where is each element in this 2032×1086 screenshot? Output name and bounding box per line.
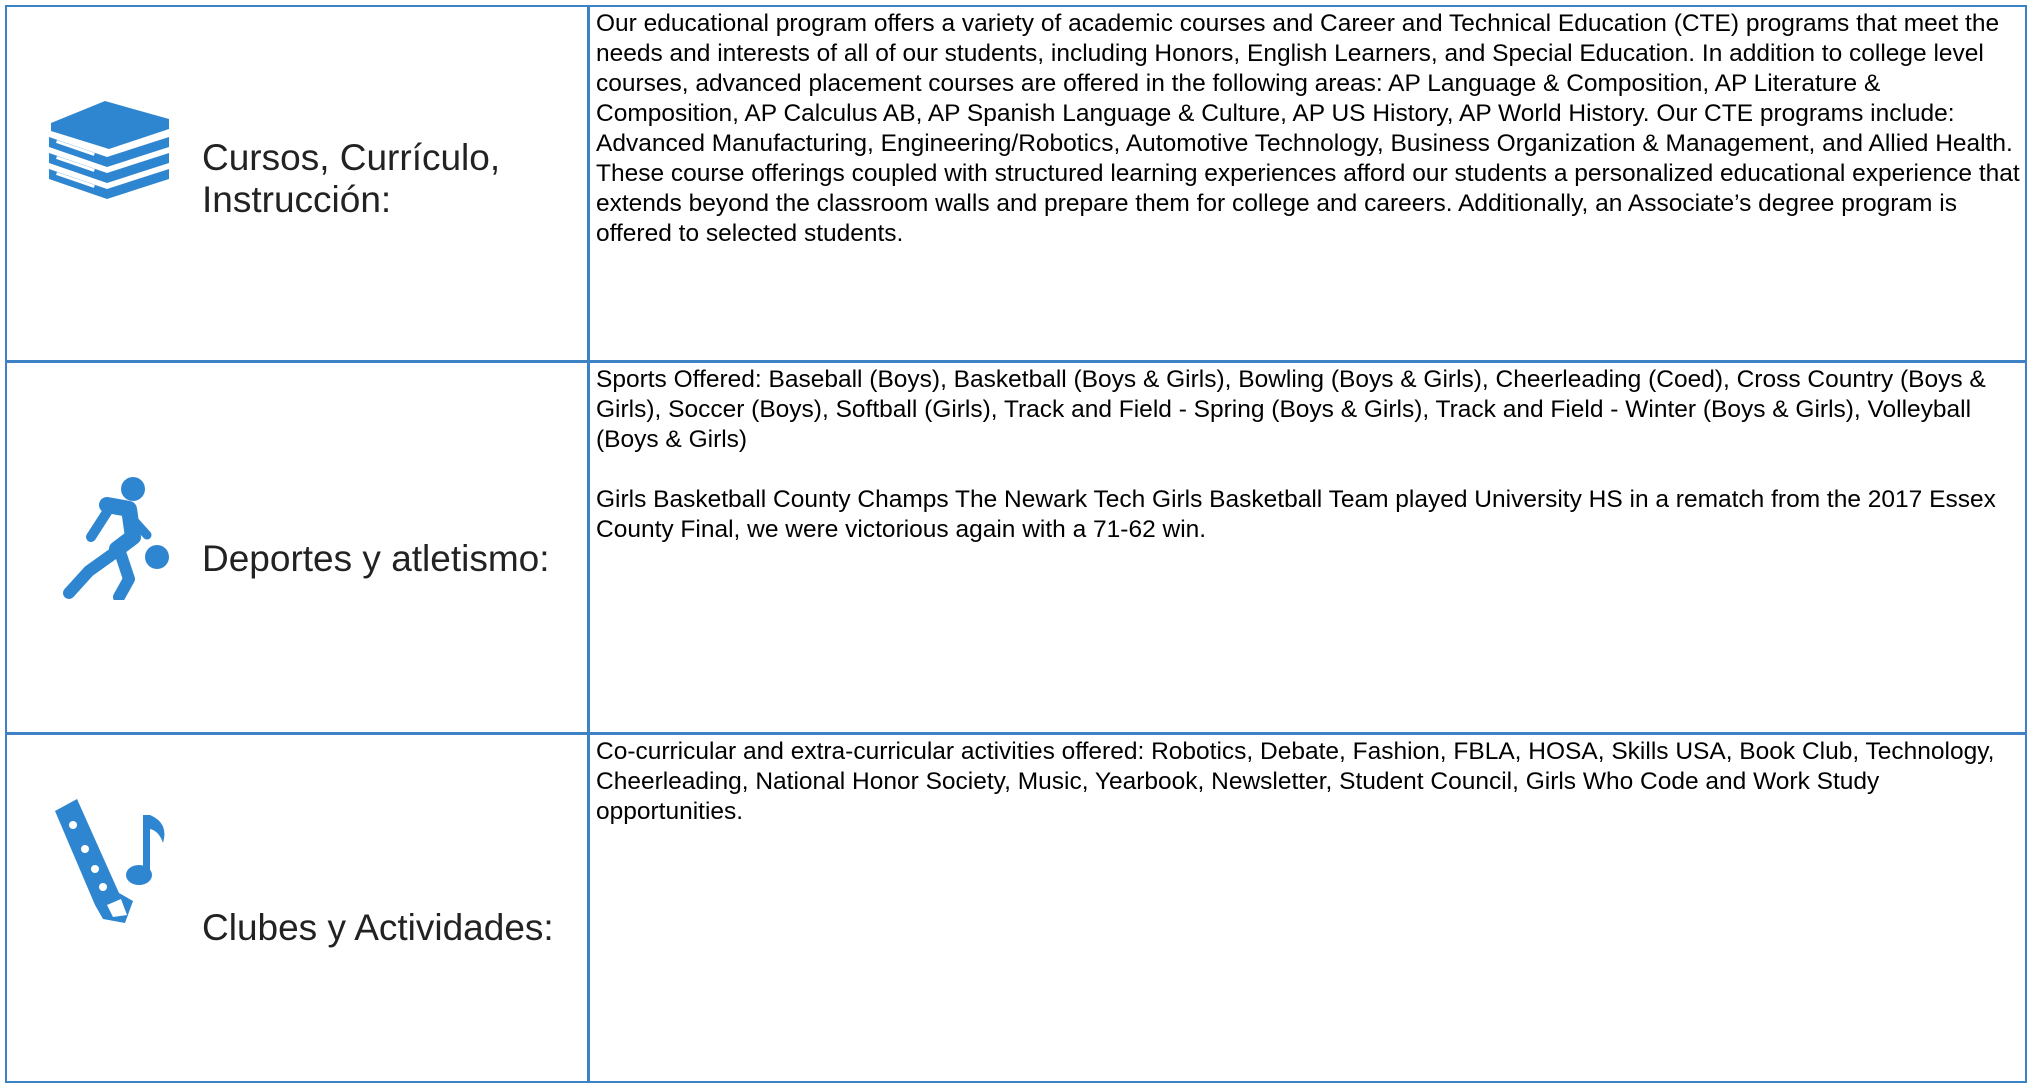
row-label: Deportes y atletismo: <box>202 538 550 579</box>
info-table <box>5 5 2027 1083</box>
basketball-player-icon <box>55 475 175 605</box>
row-label-cell <box>7 735 587 1081</box>
table-row-courses <box>7 7 2025 360</box>
row-content-cell <box>590 363 2025 732</box>
row-paragraph: Sports Offered: Baseball (Boys), Basketball (Boys & Girls), Bowling (Boys & Girls), Cheerleading (Coed), Cross Country (Boys & Girls), Soccer (Boys), Softball (Girls), Track and Field - Spring (Boys & Girls), Track and Field - Winter (Boys & Girls), Volleyball (Boys & Girls) <box>596 366 1986 453</box>
row-content-cell <box>590 7 2025 360</box>
row-label: Cursos, Currículo, Instrucción: <box>202 137 501 220</box>
row-label-cell <box>7 7 587 360</box>
table-row-sports <box>7 360 2025 732</box>
row-paragraph: Girls Basketball County Champs The Newark Tech Girls Basketball Team played University HS in a rematch from the 2017 Essex County Final, we were victorious again with a 71-62 win. <box>596 486 1996 543</box>
flute-music-note-icon <box>45 797 175 932</box>
books-icon <box>45 89 175 204</box>
row-paragraph: Co-curricular and extra-curricular activities offered: Robotics, Debate, Fashion, FBLA, HOSA, Skills USA, Book Club, Technology, Cheerleading, National Honor Society, Music, Yearbook, Newsletter, Student Council, Girls Who Code and Work Study opportunities. <box>596 738 1995 825</box>
row-label-cell <box>7 363 587 732</box>
row-label: Clubes y Actividades: <box>202 907 554 948</box>
row-paragraph: Our educational program offers a variety of academic courses and Career and Technical Education (CTE) programs that meet the needs and interests of all of our students, including Honors, English Learners, and Special Education. In addition to college level courses, advanced placement courses are offered in the following areas: AP Language & Composition, AP Literature & Composition, AP Calculus AB, AP Spanish Language & Culture, AP US History, AP World History. Our CTE programs include: Advanced Manufacturing, Engineering/Robotics, Automotive Technology, Business Organization & Management, and Allied Health. These course offerings coupled with structured learning experiences afford our students a personalized educational experience that extends beyond the classroom walls and prepare them for college and careers. Additionally, an Associate’s degree program is offered to selected students. <box>596 10 2020 247</box>
table-row-clubs <box>7 732 2025 1081</box>
row-content-cell <box>590 735 2025 1081</box>
